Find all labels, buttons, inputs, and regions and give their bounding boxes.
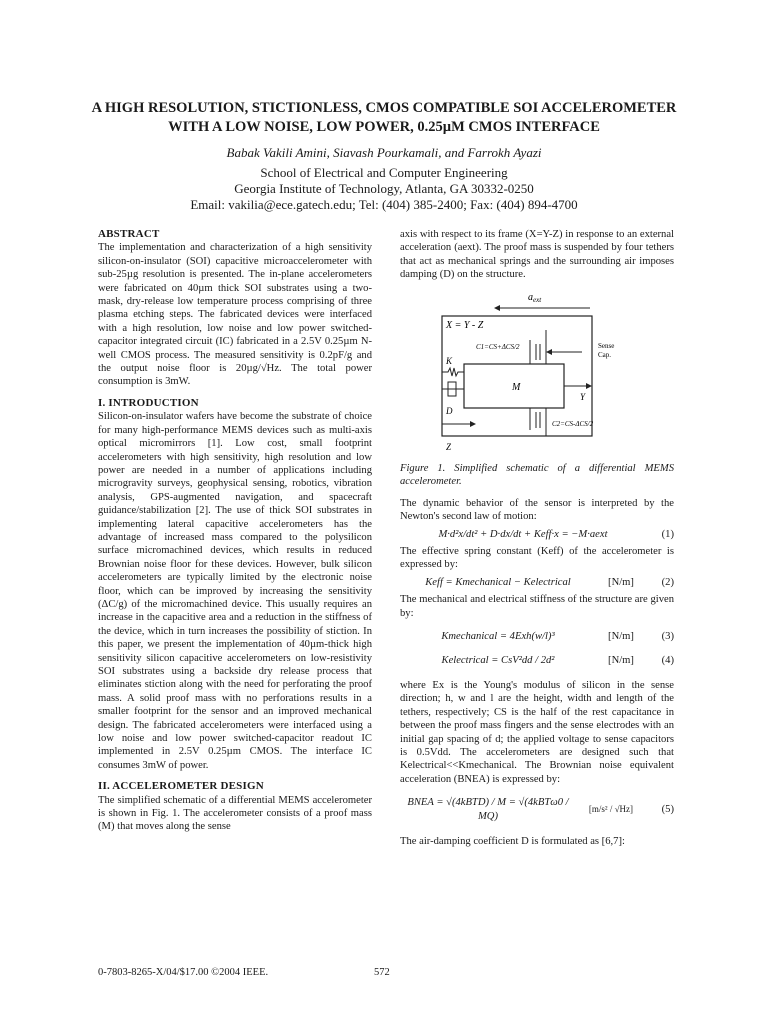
- design-text: The simplified schematic of a differential MEMS accelerometer is shown in Fig. 1. The accelerometer consists of a proof mass (M) that moves along the sense: [98, 794, 372, 833]
- equation-4: [400, 654, 674, 667]
- paper-title: [0, 99, 768, 137]
- fig-label-d: D: [446, 405, 453, 416]
- equation-2-body: Keff = Kmechanical − Kelectrical: [425, 576, 571, 588]
- right-paragraph-3: The effective spring constant (Keff) of the accelerometer is expressed by:: [400, 546, 674, 571]
- equation-5: [400, 796, 674, 823]
- fig-label-c2: C2=CS-ΔCS/2: [552, 419, 594, 428]
- fig-label-c1: C1=CS+ΔCS/2: [476, 342, 520, 351]
- equation-1: [400, 528, 674, 541]
- equation-5-number: (5): [661, 803, 674, 815]
- equation-5-body: BNEA = √(4kBTD) / M = √(4kBTω0 / MQ): [407, 797, 569, 822]
- title-line-1: A HIGH RESOLUTION, STICTIONLESS, CMOS COMPATIBLE SOI ACCELEROMETER: [91, 100, 677, 116]
- equation-4-number: (4): [661, 654, 674, 666]
- abstract-text: The implementation and characterization of a high sensitivity silicon-on-insulator (SOI) capacitive microaccelerometer with sub-25µg resolution is presented. The in-plane accelerometers were fabricated on 40µm thick SOI substrates using a two-mask, dry-release low temperature process comprising of three plasma etching steps. The fabricated devices were interfaced with a high resolution, low noise and low power switched-capacitor integrated circuit (IC) fabricated in a 2.5V 0.25µm N-well CMOS process. The measured sensitivity is 0.2pF/g and the output noise floor is 20µg/√Hz. The total power consumption is 3mW.: [98, 242, 372, 388]
- fig-label-aext: $a_{ext}$: [528, 291, 542, 304]
- affiliation: [0, 165, 768, 213]
- fig-spring: [442, 368, 464, 376]
- fig-label-m: M: [512, 381, 521, 393]
- contact-info: Email: vakilia@ece.gatech.edu; Tel: (404) 385-2400; Fax: (404) 894-4700: [190, 197, 578, 212]
- title-line-2: WITH A LOW NOISE, LOW POWER, 0.25µM CMOS INTERFACE: [168, 119, 600, 135]
- right-paragraph-6: The air-damping coefficient D is formulated as [6,7]:: [400, 835, 625, 847]
- fig-label-z: Z: [446, 441, 452, 452]
- fig-label-y: Y: [580, 391, 586, 402]
- right-column: [400, 228, 674, 848]
- equation-1-number: (1): [661, 528, 674, 540]
- fig-label-cap: Cap.: [598, 350, 612, 359]
- footer-copyright: 0-7803-8265-X/04/$17.00 ©2004 IEEE.: [98, 967, 269, 978]
- equation-3-unit: [N/m]: [608, 631, 634, 643]
- figure-1-schematic: [440, 290, 640, 458]
- fig-label-xyz: X = Y - Z: [446, 319, 484, 331]
- equation-2-unit: [N/m]: [608, 576, 634, 588]
- introduction-text: Silicon-on-insulator wafers have become the substrate of choice for many high-performance MEMS devices such as multi-axis optical micromirrors [1]. Low cost, small footprint accelerometers with high sensitivity, high resolution and low power are needed in a number of applications including microgravity surveys, geophysical sensing, robotics, vibration analysis, GPS-augmented navigation, and spacecraft guidance/stabilization [2]. The use of thick SOI substrates in implementing lateral capacitive accelerometers has the advantage of increased mass compared to the polysilicon surface micromachined devices, which results in reduced Brownian noise floor for these devices. However, bulk silicon accelerometers are typically limited by the electronic noise floor, which can be improved by increasing the sensitivity (ΔC/g) of the micromachined device. This usually requires an increase in the capacitive area and a reduction in the stiffness of the device, which in turn increases the possibility of stiction. In this paper, we present the implementation of 40µm-thick high sensitivity silicon capacitive accelerometers on low-resistivity SOI substrates using a backside dry release process that eliminates stiction along with the need for perforating the proof mass. A solid proof mass with no perforations results in a smaller footprint for the sensor and an improved mechanical design. The fabricated accelerometers were interfaced using a low noise and low power switched-capacitor readout IC implemented in 2.5V 0.25µm CMOS. The interface IC consumes 3mW of power.: [98, 411, 372, 771]
- affiliation-institute: Georgia Institute of Technology, Atlanta, GA 30332-0250: [234, 181, 534, 196]
- fig-label-k: K: [446, 355, 453, 366]
- left-column: [98, 228, 372, 834]
- right-paragraph-5: where Ex is the Young's modulus of silicon in the sense direction; h, w and l are the height, width and length of the tethers, respectively; CS is the half of the rest capacitance in between the proof mass fingers and the sense electrodes with an initial gap spacing of d; the applied voltage to sense capacitors is 0.5Vdd. The accelerometers are designed such that Kelectrical<<Kmechanical. The Brownian noise equivalent acceleration (BNEA) is expressed by:: [400, 679, 674, 785]
- design-heading: II. ACCELEROMETER DESIGN: [98, 780, 264, 793]
- equation-4-unit: [N/m]: [608, 654, 634, 666]
- right-paragraph-1: axis with respect to its frame (X=Y-Z) in response to an external acceleration (aext). The proof mass is suspended by four tethers that act as mechanical springs and the surrounding air imposes damping (D) on the structure.: [400, 229, 674, 281]
- authors: Babak Vakili Amini, Siavash Pourkamali, and Farrokh Ayazi: [226, 145, 542, 160]
- introduction-heading: I. INTRODUCTION: [98, 396, 199, 409]
- figure-1-caption: Figure 1. Simplified schematic of a differential MEMS accelerometer.: [400, 463, 674, 488]
- equation-2-number: (2): [661, 576, 674, 588]
- abstract-heading: ABSTRACT: [98, 228, 160, 240]
- page-number: 572: [374, 967, 390, 978]
- equation-3-number: (3): [661, 631, 674, 643]
- right-paragraph-2: The dynamic behavior of the sensor is interpreted by the Newton's second law of motion:: [400, 497, 674, 523]
- affiliation-school: School of Electrical and Computer Engineering: [260, 165, 508, 180]
- equation-5-unit: [m/s² / √Hz]: [588, 803, 634, 814]
- fig-label-sense: Sense: [598, 341, 615, 350]
- equation-1-body: M·d²x/dt² + D·dx/dt + Keff·x = −M·aext: [438, 528, 608, 540]
- equation-4-body: Kelectrical = CsV²dd / 2d²: [441, 654, 555, 666]
- right-paragraph-4: The mechanical and electrical stiffness of the structure are given by:: [400, 594, 674, 619]
- equation-2: [400, 576, 674, 589]
- equation-3-body: Kmechanical = 4Exh(w/l)³: [441, 631, 555, 643]
- equation-3: [400, 630, 674, 643]
